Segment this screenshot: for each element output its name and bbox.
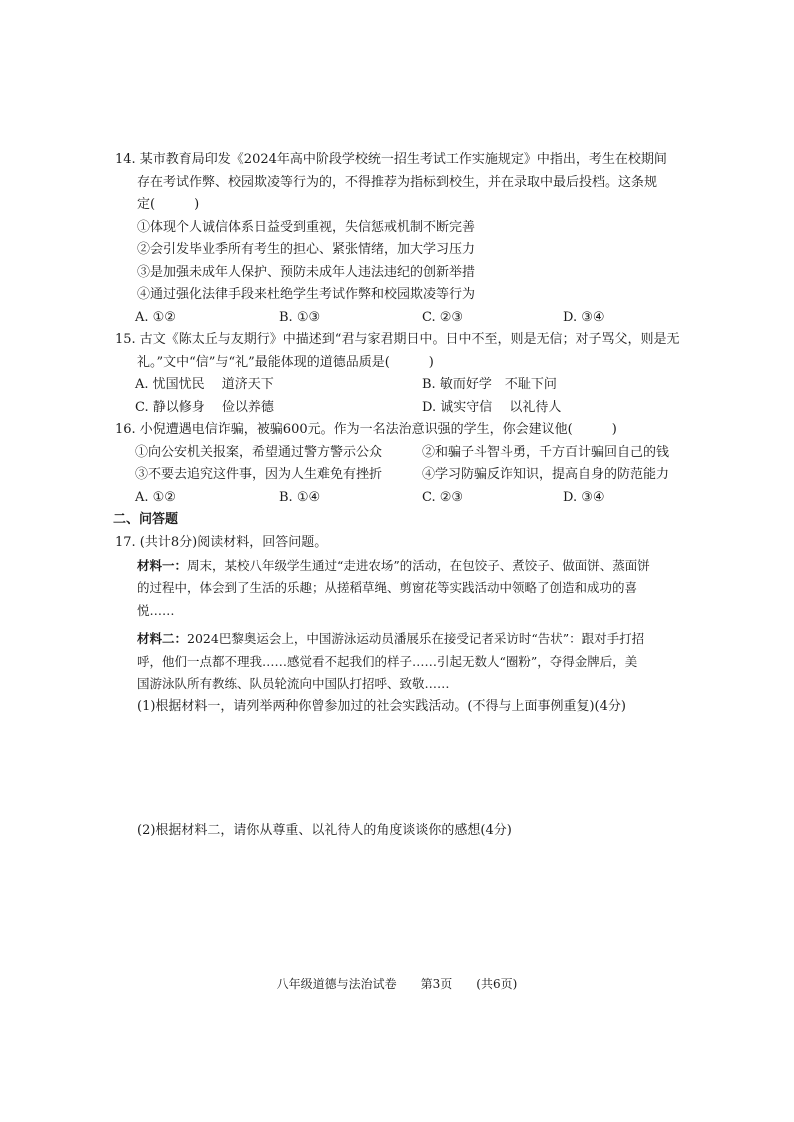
q17-stem: 17. (共计8分)阅读材料，回答问题。 [115,535,328,550]
question-14 [115,149,695,329]
page-footer: 八年级道德与法治试卷 第3页 (共6页) [276,977,518,991]
q16-statement-4: ④学习防骗反诈知识，提高自身的防范能力 [422,467,670,482]
q14-option-b: B. ①③ [279,309,321,325]
q16-statements-row-2 [115,464,695,487]
q17-material-1-label: 材料一： [137,557,188,573]
question-17 [115,532,695,718]
q16-option-c: C. ②③ [422,489,464,505]
q17-material-2-line-3: 国游泳队所有教练、队员轮流向中国队打招呼、致敬…… [137,676,450,691]
q14-option-c: C. ②③ [422,309,464,325]
q16-statement-2: ②和骗子斗智斗勇，千方百计骗回自己的钱 [422,444,670,460]
q16-option-d: D. ③④ [563,489,605,505]
q15-option-b: B. 敏而好学 不耻下问 [422,377,557,392]
q16-options [115,487,695,510]
q14-option-a: A. ①② [135,309,176,325]
q14-options [115,307,695,330]
q15-options-row-2 [115,397,695,420]
q17-material-1-line-2: 的过程中，体会到了生活的乐趣；从搓稻草绳、剪窗花等实践活动中领略了创造和成功的喜 [137,580,638,595]
q16-statement-1: ①向公安机关报案，希望通过警方警示公众 [135,444,383,460]
q16-statement-3: ③不要去追究这件事，因为人生难免有挫折 [135,467,383,482]
q14-statement-2: ②会引发毕业季所有考生的担心、紧张情绪，加大学习压力 [137,242,476,257]
question-16 [115,419,695,509]
q17-material-1-line-3: 悦…… [137,602,175,618]
q16-option-b: B. ①④ [279,489,321,505]
q14-statement-1: ①体现个人诚信体系日益受到重视，失信惩戒机制不断完善 [137,219,476,235]
q15-option-c: C. 静以修身 俭以养德 [135,399,274,415]
q16-stem: 16. 小倪遭遇电信诈骗，被骗600元。作为一名法治意识强的学生，你会建议他( ) [115,422,617,437]
q17-sub-question-1: (1)根据材料一，请列举两种你曾参加过的社会实践活动。(不得与上面事例重复)(4分) [137,698,626,714]
q17-sub-question-2-block [115,820,695,843]
q15-stem-line-1: 15. 古文《陈太丘与友期行》中描述到“君与家君期日中。日中不至，则是无信；对子骂父，则是无 [115,332,680,347]
q17-sub-question-2: (2)根据材料二，请你从尊重、以礼待人的角度谈谈你的感想(4分) [137,823,512,838]
q14-option-d: D. ③④ [563,309,605,325]
q17-material-1-text-1: 周末，某校八年级学生通过“走进农场”的活动，在包饺子、煮饺子、做面饼、蒸面饼 [187,557,650,573]
q15-option-a: A. 忧国忧民 道济天下 [135,377,274,392]
q14-stem-line-2: 存在考试作弊、校园欺凌等行为的，不得推荐为指标到校生，并在录取中最后投档。这条规 [137,174,658,190]
q16-option-a: A. ①② [135,489,176,505]
q14-stem-line-3: 定( ) [137,197,200,212]
q17-material-1-line-1 [115,555,695,578]
q17-material-2-text-1: 2024巴黎奥运会上，中国游泳运动员潘展乐在接受记者采访时“告状”：跟对手打招 [187,631,645,646]
q15-stem-line-2: 礼。”文中“信”与“礼”最能体现的道德品质是( ) [137,354,434,370]
q17-material-2-line-1 [115,628,695,651]
question-15 [115,329,695,419]
q17-material-2-line-2: 呼，他们一点都不理我……感觉看不起我们的样子……引起无数人“圈粉”，夺得金牌后，美 [137,653,638,669]
q17-material-2-label: 材料二： [137,631,188,646]
q14-stem-line-1: 14. 某市教育局印发《2024年高中阶段学校统一招生考试工作实施规定》中指出，考生在校期间 [115,152,667,167]
q14-statement-3: ③是加强未成年人保护、预防未成年人违法违纪的创新举措 [137,264,476,280]
q15-option-d: D. 诚实守信 以礼待人 [422,399,562,415]
q15-options-row-1 [115,374,695,397]
section-heading: 二、问答题 [113,512,179,527]
q14-statement-4: ④通过强化法律手段来杜绝学生考试作弊和校园欺凌等行为 [137,287,476,302]
q16-statements-row-1 [115,442,695,465]
